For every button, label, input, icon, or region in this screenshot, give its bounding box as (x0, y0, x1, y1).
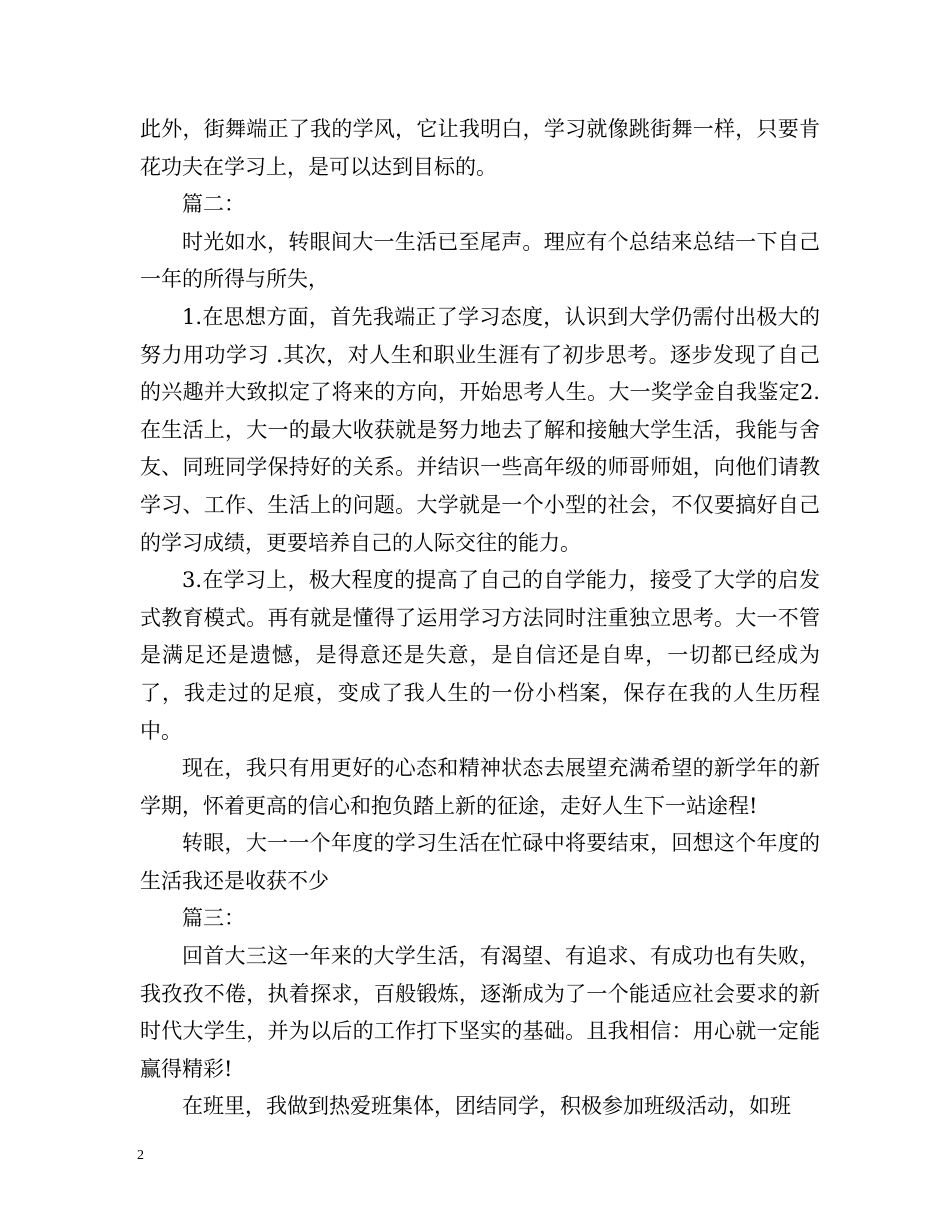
paragraph: 时光如水，转眼间大一生活已至尾声。理应有个总结来总结一下自己一年的所得与所失， (140, 229, 820, 292)
paragraph: 现在，我只有用更好的心态和精神状态去展望充满希望的新学年的新学期，怀着更高的信心和抱负踏上新的征途，走好人生下一站途程! (140, 756, 820, 818)
section-heading: 篇三： (182, 906, 245, 931)
page-number: 2 (137, 1148, 144, 1163)
section-heading: 篇二： (182, 192, 245, 217)
paragraph: 在班里，我做到热爱班集体，团结同学，积极参加班级活动，如班 (182, 1094, 791, 1119)
document-body (140, 111, 820, 1126)
paragraph: 此外，街舞端正了我的学风，它让我明白，学习就像跳街舞一样，只要肯花功夫在学习上，是可以达到目标的。 (140, 117, 820, 179)
paragraph: 1.在思想方面，首先我端正了学习态度，认识到大学仍需付出极大的努力用功学习 .其次，对人生和职业生涯有了初步思考。逐步发现了自己的兴趣并大致拟定了将来的方向，开始思考人生。大一奖学金自我鉴定2.在生活上，大一的最大收获就是努力地去了解和接触大学生活，我能与舍友、同班同学保持好的关系。并结识一些高年级的师哥师姐，向他们请教学习、工作、生活上的问题。大学就是一个小型的社会，不仅要搞好自己的学习成绩，更要培养自己的人际交往的能力。 (140, 304, 820, 555)
paragraph: 3.在学习上，极大程度的提高了自己的自学能力，接受了大学的启发式教育模式。再有就是懂得了运用学习方法同时注重独立思考。大一不管是满足还是遗憾，是得意还是失意，是自信还是自卑，一切都已经成为了，我走过的足痕，变成了我人生的一份小档案，保存在我的人生历程中。 (140, 568, 820, 743)
paragraph: 回首大三这一年来的大学生活，有渴望、有追求、有成功也有失败，我孜孜不倦，执着探求，百般锻炼，逐渐成为了一个能适应社会要求的新时代大学生，并为以后的工作打下坚实的基础。且我相信：用心就一定能赢得精彩! (140, 944, 820, 1081)
paragraph: 转眼，大一一个年度的学习生活在忙碌中将要结束，回想这个年度的生活我还是收获不少 (140, 831, 820, 893)
